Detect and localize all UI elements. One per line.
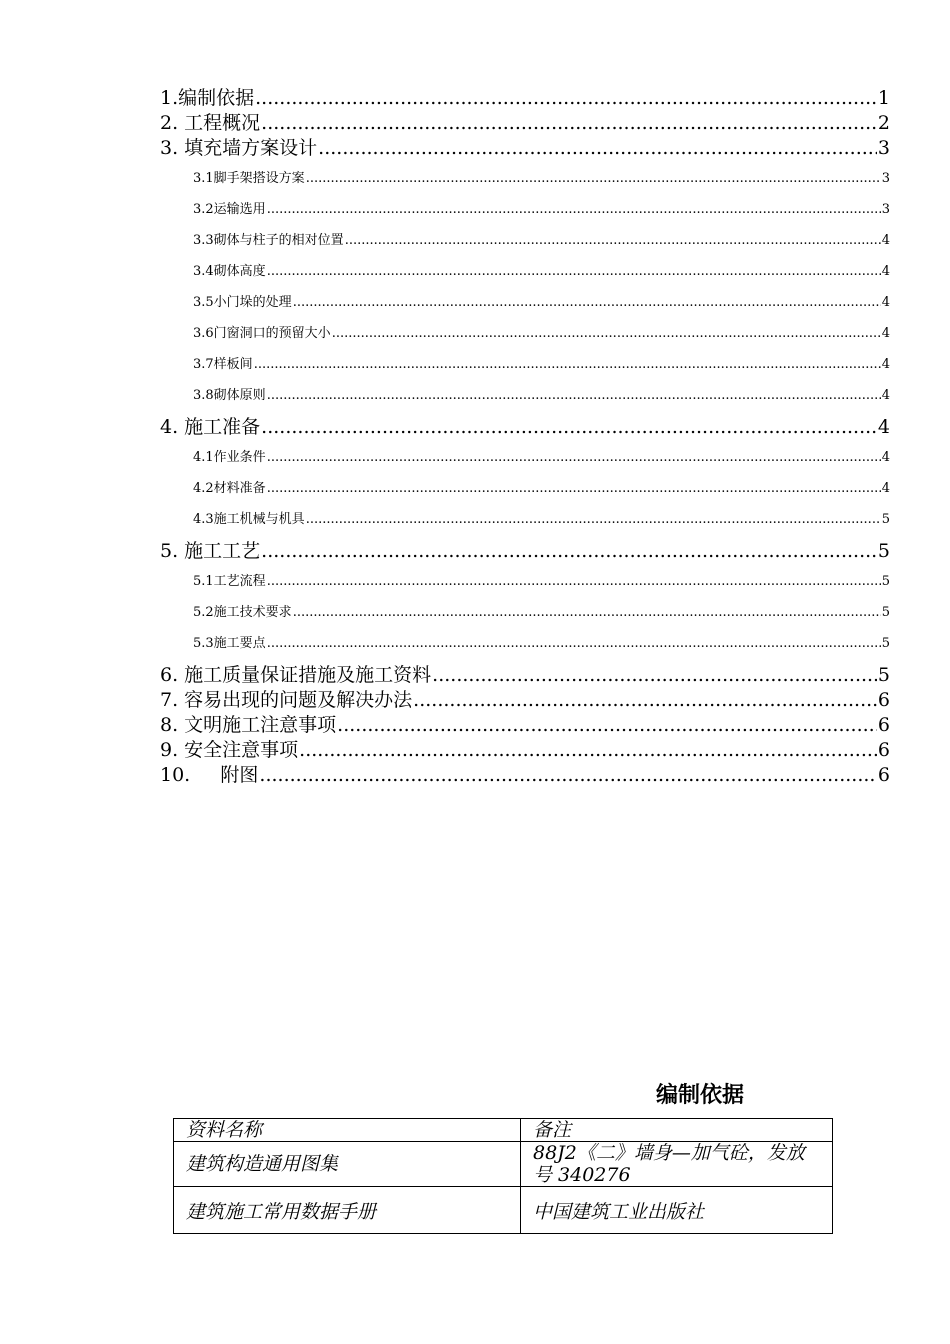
header-cell-name: 资料名称: [174, 1119, 521, 1142]
toc-entry-label: 5.1工艺流程: [193, 574, 266, 589]
toc-entry-label: 3.1脚手架搭设方案: [193, 171, 305, 186]
toc-leader-dots: [306, 163, 881, 194]
toc-page-number: 5: [877, 540, 890, 562]
toc-entry-label: 3.2运输选用: [193, 202, 266, 217]
toc-entry-label: 3.3砌体与柱子的相对位置: [193, 233, 344, 248]
table-cell-name: 建筑施工常用数据手册: [174, 1187, 521, 1234]
toc-entry-3-4[interactable]: [160, 256, 890, 287]
toc-entry-label: 10. 附图: [160, 764, 259, 786]
toc-page-number: 6: [877, 714, 890, 736]
toc-leader-dots: [267, 380, 881, 411]
toc-entry-3[interactable]: [160, 136, 890, 161]
toc-page-number: 5: [881, 605, 890, 620]
toc-entry-label: 6. 施工质量保证措施及施工资料: [160, 664, 432, 686]
toc-page-number: 6: [877, 689, 890, 711]
toc-leader-dots: [261, 111, 877, 136]
toc-page-number: 4: [881, 264, 890, 279]
toc-page-number: 4: [877, 416, 890, 438]
toc-entry-label: 5.2施工技术要求: [193, 605, 292, 620]
toc-entry-label: 5.3施工要点: [193, 636, 266, 651]
toc-entry-label: 5. 施工工艺: [160, 540, 261, 562]
toc-entry-3-7[interactable]: [160, 349, 890, 380]
toc-entry-5-3[interactable]: [160, 628, 890, 659]
toc-leader-dots: [293, 287, 881, 318]
header-cell-notes: 备注: [521, 1119, 833, 1142]
toc-entry-3-2[interactable]: [160, 194, 890, 225]
toc-entry-label: 9. 安全注意事项: [160, 739, 299, 761]
toc-leader-dots: [293, 597, 881, 628]
toc-page-number: 6: [877, 764, 890, 786]
toc-entry-label: 4.1作业条件: [193, 450, 266, 465]
toc-page-number: 6: [877, 739, 890, 761]
toc-entry-label: 8. 文明施工注意事项: [160, 714, 337, 736]
toc-entry-10[interactable]: [160, 763, 890, 788]
toc-entry-5[interactable]: [160, 539, 890, 564]
table-row: [174, 1187, 833, 1234]
toc-page-number: 4: [881, 326, 890, 341]
toc-page-number: 5: [881, 512, 890, 527]
toc-leader-dots: [267, 194, 881, 225]
toc-leader-dots: [345, 225, 881, 256]
toc-leader-dots: [267, 628, 881, 659]
toc-page-number: 3: [881, 171, 890, 186]
toc-entry-label: 3.7样板间: [193, 357, 253, 372]
toc-entry-label: 3.4砌体高度: [193, 264, 266, 279]
table-header-row: [174, 1119, 833, 1142]
toc-entry-label: 7. 容易出现的问题及解决办法: [160, 689, 413, 711]
toc-entry-label: 1.编制依据: [160, 87, 255, 109]
table-cell-notes: 中国建筑工业出版社: [521, 1187, 833, 1234]
toc-leader-dots: [299, 738, 877, 763]
toc-page-number: 2: [877, 112, 890, 134]
toc-entry-4-3[interactable]: [160, 504, 890, 535]
toc-leader-dots: [306, 504, 881, 535]
toc-leader-dots: [432, 663, 877, 688]
toc-entry-label: 3. 填充墙方案设计: [160, 137, 318, 159]
table-cell-name: 建筑构造通用图集: [174, 1142, 521, 1187]
toc-leader-dots: [255, 86, 877, 111]
toc-entry-label: 3.8砌体原则: [193, 388, 266, 403]
toc-entry-3-6[interactable]: [160, 318, 890, 349]
table-cell-notes: 88J2《二》墙身—加气砼，发放号 340276: [521, 1142, 833, 1187]
toc-page-number: 4: [881, 481, 890, 496]
toc-entry-4-2[interactable]: [160, 473, 890, 504]
toc-page-number: 4: [881, 450, 890, 465]
toc-entry-3-8[interactable]: [160, 380, 890, 411]
toc-entry-4[interactable]: [160, 415, 890, 440]
toc-entry-label: 3.5小门垛的处理: [193, 295, 292, 310]
toc-leader-dots: [332, 318, 881, 349]
toc-leader-dots: [318, 136, 877, 161]
table-of-contents: [160, 86, 890, 788]
toc-page-number: 3: [881, 202, 890, 217]
toc-entry-1[interactable]: [160, 86, 890, 111]
toc-entry-3-3[interactable]: [160, 225, 890, 256]
toc-page-number: 5: [877, 664, 890, 686]
toc-entry-8[interactable]: [160, 713, 890, 738]
table-row: [174, 1142, 833, 1187]
toc-entry-7[interactable]: [160, 688, 890, 713]
toc-entry-3-5[interactable]: [160, 287, 890, 318]
toc-entry-label: 4.3施工机械与机具: [193, 512, 305, 527]
toc-page-number: 4: [881, 388, 890, 403]
toc-leader-dots: [267, 256, 881, 287]
toc-entry-label: 2. 工程概况: [160, 112, 261, 134]
toc-page-number: 4: [881, 295, 890, 310]
toc-entry-5-2[interactable]: [160, 597, 890, 628]
toc-page-number: 4: [881, 233, 890, 248]
toc-page-number: 3: [877, 137, 890, 159]
toc-leader-dots: [254, 349, 881, 380]
section-heading: 编制依据: [656, 1083, 745, 1108]
toc-leader-dots: [267, 566, 881, 597]
toc-page-number: 5: [881, 574, 890, 589]
toc-entry-6[interactable]: [160, 663, 890, 688]
toc-leader-dots: [259, 763, 876, 788]
toc-entry-5-1[interactable]: [160, 566, 890, 597]
toc-page-number: 5: [881, 636, 890, 651]
toc-leader-dots: [337, 713, 877, 738]
toc-entry-label: 3.6门窗洞口的预留大小: [193, 326, 331, 341]
toc-leader-dots: [413, 688, 877, 713]
toc-page-number: 4: [881, 357, 890, 372]
toc-entry-4-1[interactable]: [160, 442, 890, 473]
toc-page-number: 1: [877, 87, 890, 109]
toc-entry-label: 4. 施工准备: [160, 416, 261, 438]
toc-leader-dots: [267, 442, 881, 473]
reference-table: [173, 1118, 833, 1234]
toc-entry-2[interactable]: [160, 111, 890, 136]
toc-leader-dots: [261, 415, 877, 440]
toc-entry-9[interactable]: [160, 738, 890, 763]
toc-leader-dots: [267, 473, 881, 504]
toc-leader-dots: [261, 539, 877, 564]
toc-entry-label: 4.2材料准备: [193, 481, 266, 496]
toc-entry-3-1[interactable]: [160, 163, 890, 194]
